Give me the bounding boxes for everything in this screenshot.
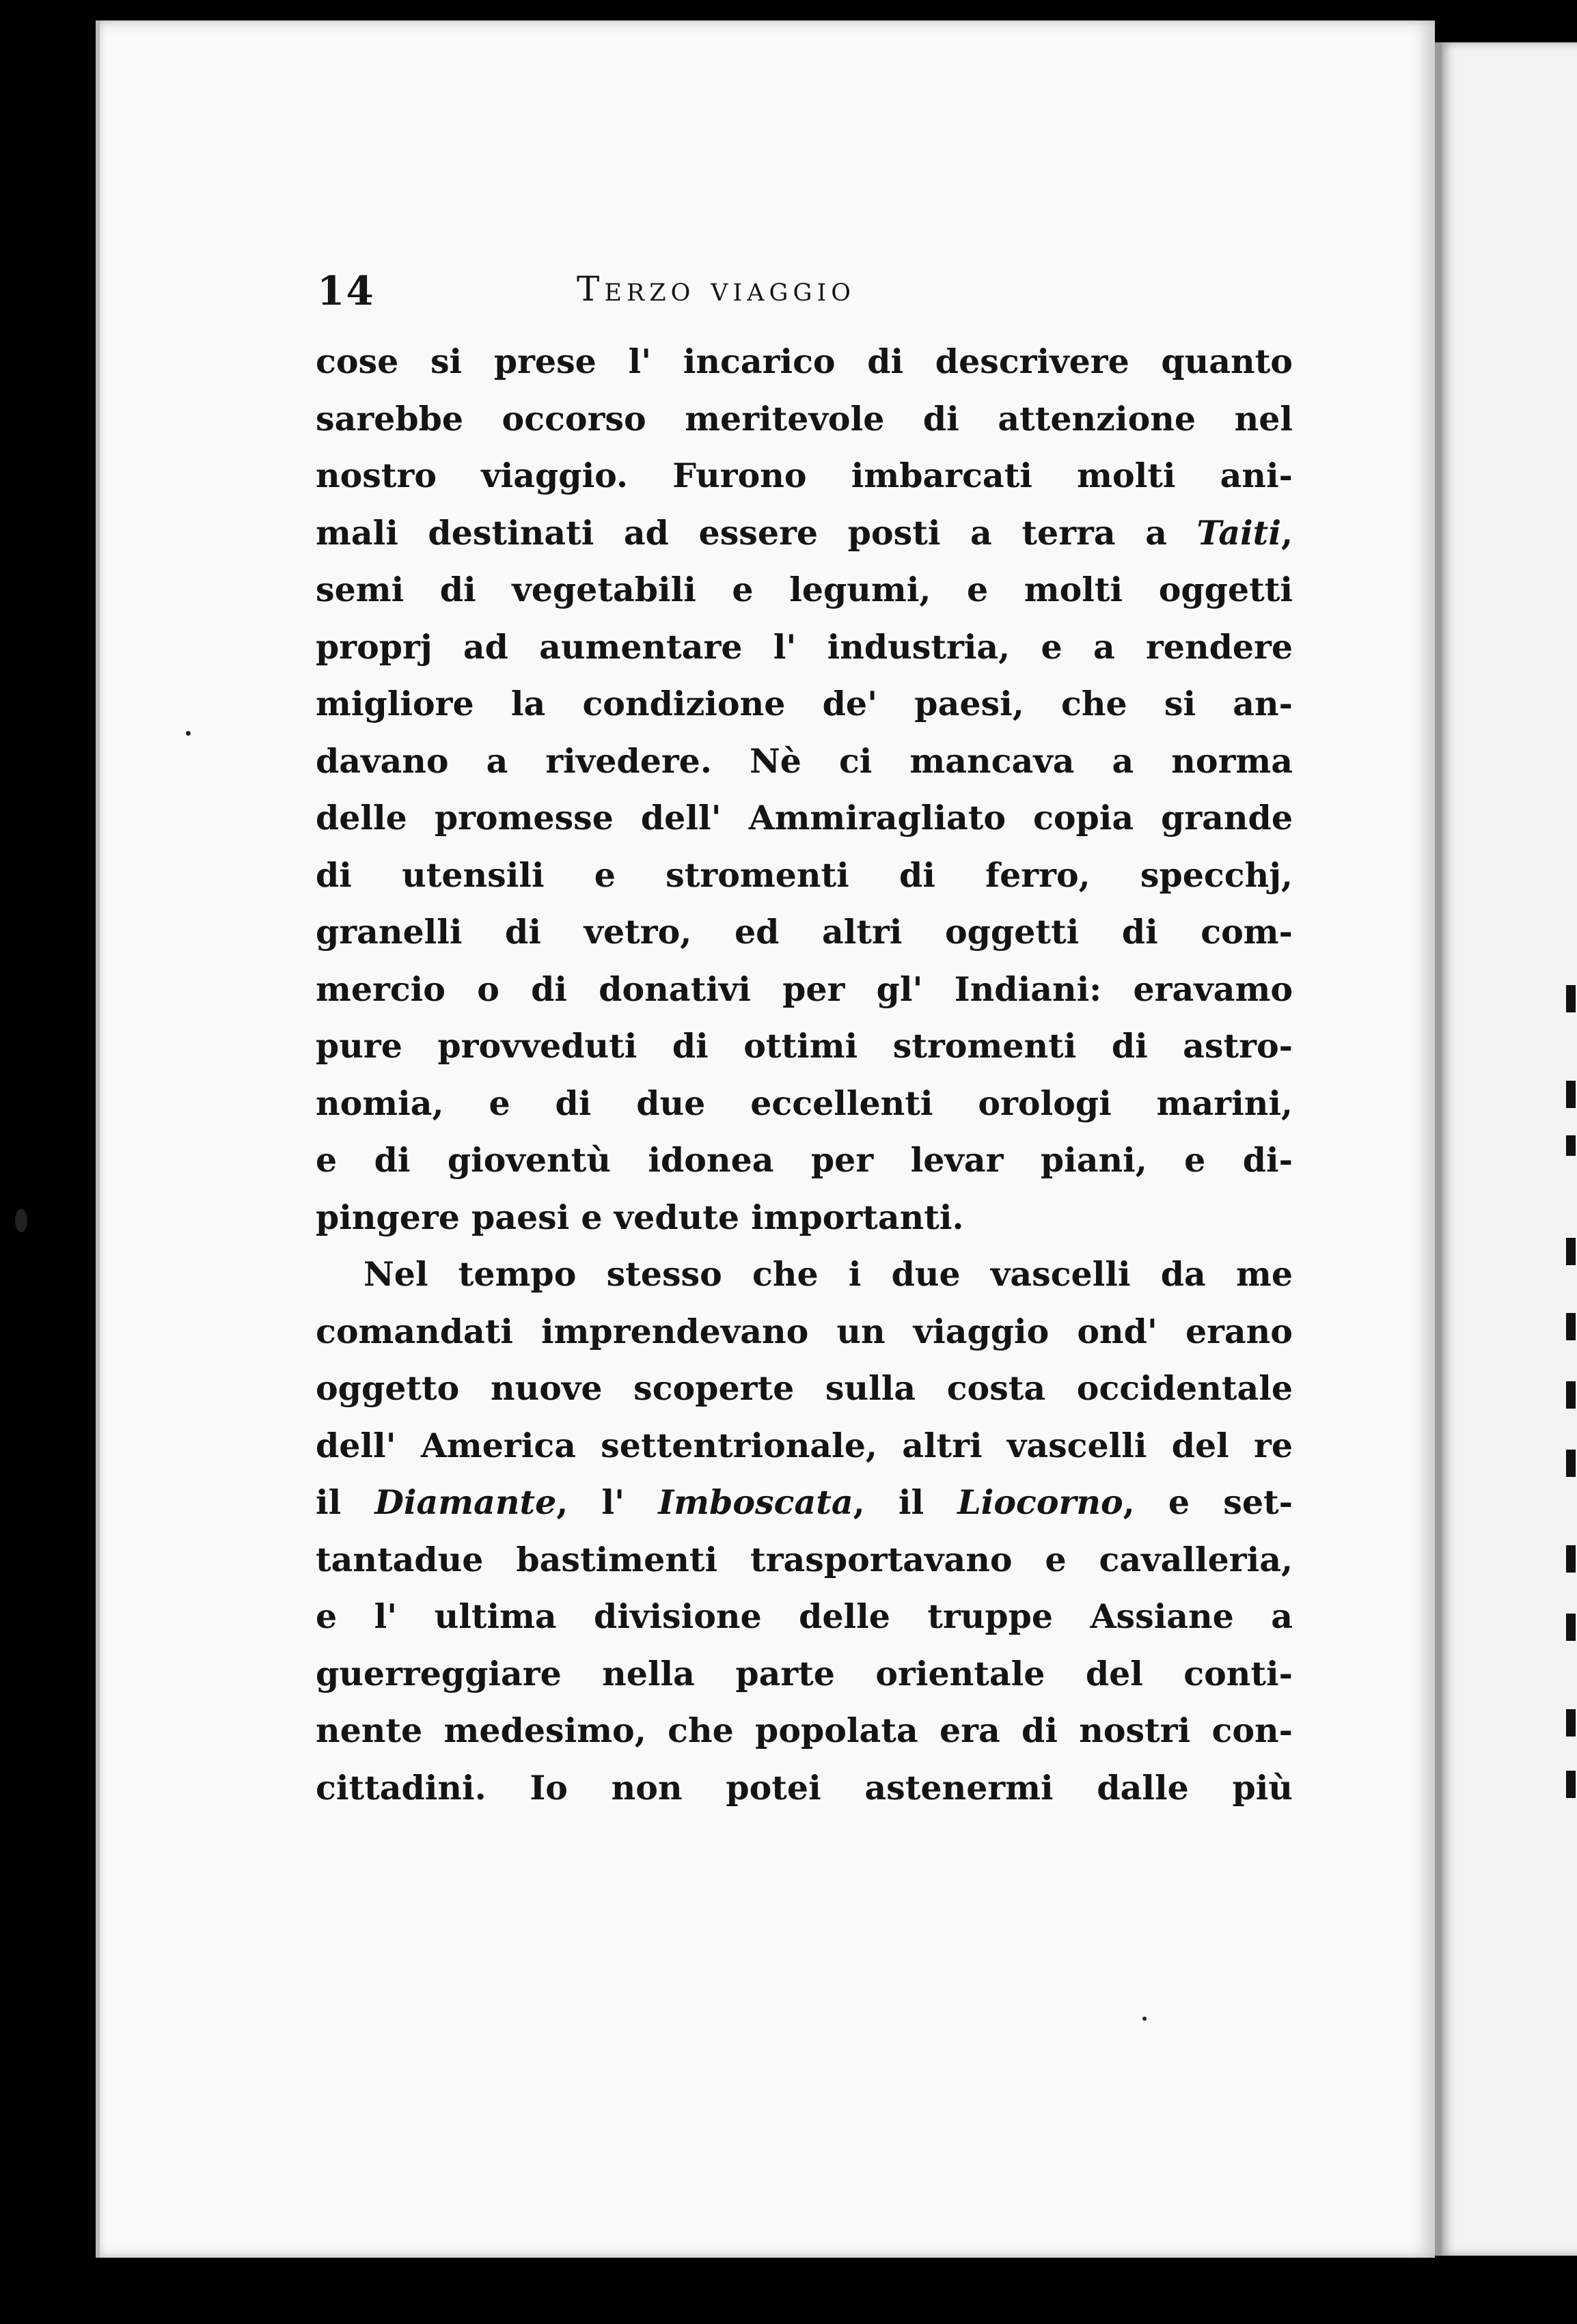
ship-name-italic: Diamante [374,1482,557,1522]
text-line: granelli di vetro, ed altri oggetti di com- [316,912,1293,952]
running-title: Terzo viaggio [577,269,855,309]
page-number: 14 [317,268,375,314]
text-line: proprj ad aumentare l' industria, e a rendere [316,626,1293,667]
text-line: di utensili e stromenti di ferro, specchj, [316,855,1293,895]
text-line: pure provveduti di ottimi stromenti di astro- [316,1026,1293,1066]
ship-name-italic: Imboscata [658,1482,853,1522]
adjacent-text-fragment [1566,1381,1576,1409]
adjacent-text-fragment [1566,985,1576,1012]
text-line: nomia, e di due eccellenti orologi marini, [316,1083,1293,1123]
ship-name-italic: Liocorno [957,1482,1123,1522]
text-line: davano a rivedere. Nè ci mancava a norma [316,741,1293,781]
text-line: oggetto nuove scoperte sulla costa occidentale [316,1368,1293,1408]
text-line: tantadue bastimenti trasportavano e cavalleria, [316,1539,1293,1579]
place-name-italic: Taiti [1196,512,1281,553]
text-line: mercio o di donativi per gl' Indiani: eravamo [316,969,1293,1009]
running-head [317,268,1308,322]
text-line: dell' America settentrionale, altri vascelli del re [316,1425,1293,1465]
text-line: migliore la condizione de' paesi, che si an- [316,684,1293,723]
text-line: e l' ultima divisione delle truppe Assiane a [316,1596,1293,1636]
adjacent-text-fragment [1566,1238,1576,1265]
text-line: Nel tempo stesso che i due vascelli da me [364,1254,1293,1294]
page-edge [96,20,100,2258]
text-line: semi di vegetabili e legumi, e molti oggetti [316,570,1293,609]
adjacent-text-fragment [1566,1545,1576,1573]
text-line: nente medesimo, che popolata era di nostri con- [316,1711,1293,1750]
text-line: comandati imprendevano un viaggio ond' erano [316,1311,1293,1351]
scan-speck [186,731,191,736]
text-line: sarebbe occorso meritevole di attenzione nel [316,398,1293,439]
adjacent-text-fragment [1566,1313,1576,1340]
text-line: cose si prese l' incarico di descrivere quanto [316,342,1293,381]
text-line: delle promesse dell' Ammiragliato copia grande [316,798,1293,838]
text-line: nostro viaggio. Furono imbarcati molti ani- [316,456,1293,495]
adjacent-text-fragment [1566,1614,1576,1641]
text-line: il Diamante, l' Imboscata, il Liocorno, e set- [316,1482,1293,1522]
text-line: cittadini. Io non potei astenermi dalle più [316,1767,1293,1808]
scan-speck [1142,2017,1147,2021]
body-text [316,333,1293,1816]
adjacent-page-edge [1435,42,1577,2256]
text-line: mali destinati ad essere posti a terra a Taiti, [316,512,1293,553]
adjacent-text-fragment [1566,1450,1576,1477]
scan-speck [15,1209,27,1232]
adjacent-text-fragment [1566,1771,1576,1798]
adjacent-text-fragment [1566,1709,1576,1737]
adjacent-text-fragment [1566,1081,1576,1108]
text-line: e di gioventù idonea per levar piani, e di- [316,1140,1293,1180]
adjacent-text-fragment [1566,1135,1576,1156]
text-line: pingere paesi e vedute importanti. [316,1197,964,1237]
text-line: guerreggiare nella parte orientale del conti- [316,1653,1293,1693]
